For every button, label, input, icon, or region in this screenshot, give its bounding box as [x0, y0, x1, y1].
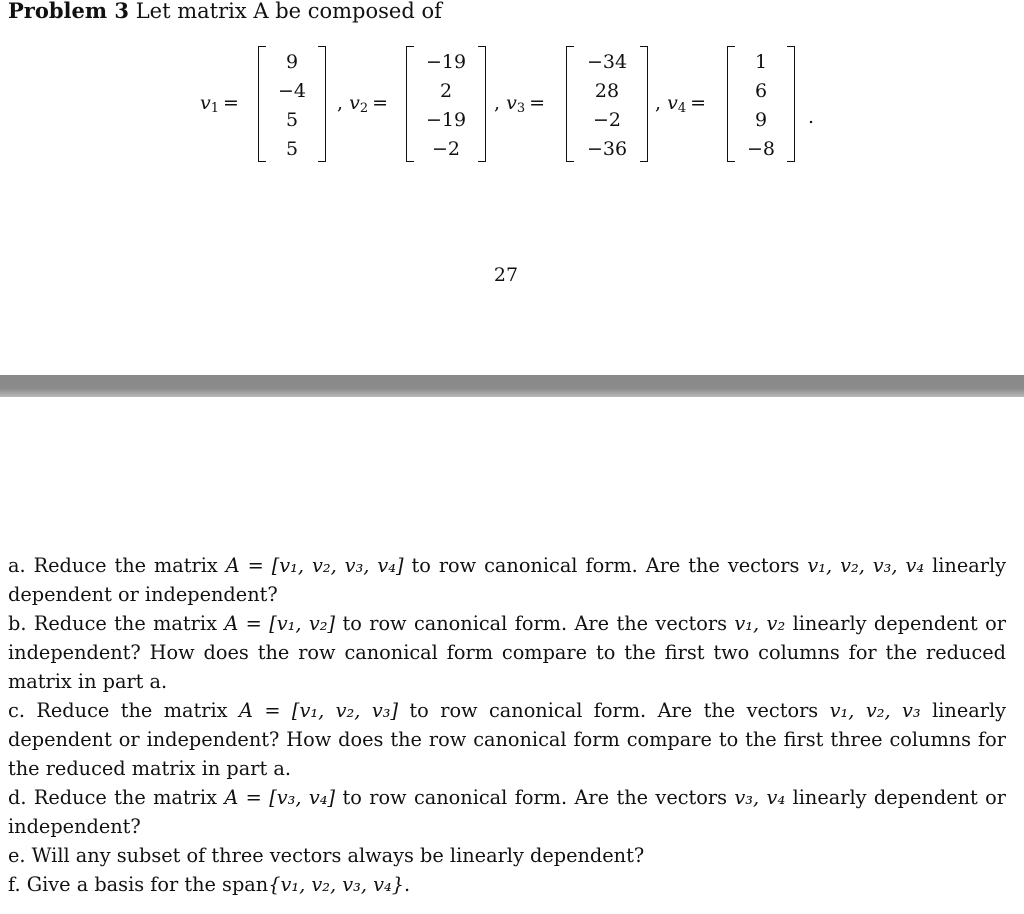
vector-entry: 5 — [285, 109, 299, 131]
question-text: to row canonical form. Are the vectors — [397, 699, 830, 722]
vector-entry: 1 — [754, 51, 768, 73]
question-text: . Reduce the matrix — [20, 612, 225, 635]
equals-sign: = — [372, 92, 389, 114]
question-e — [8, 841, 1006, 870]
vector-entry: −34 — [586, 51, 628, 73]
vector-entry: −4 — [277, 80, 306, 102]
problem-label: Problem 3 — [8, 0, 130, 23]
right-bracket — [787, 46, 795, 162]
questions-list — [8, 551, 1006, 899]
equals-sign: = — [690, 92, 707, 114]
question-text: linearly dependent or independent? How does the row canonical form compare to the first three columns for the reduced matrix in part a. — [8, 699, 1007, 780]
question-text: to row canonical form. Are the vectors — [403, 554, 808, 577]
question-text: . Will any subset of three vectors always be linearly dependent? — [19, 844, 645, 867]
question-letter: d — [8, 786, 21, 809]
question-b — [8, 609, 1006, 696]
vector-entries — [266, 48, 318, 164]
vector-index: 3 — [516, 101, 526, 116]
math-expression: v₃, v₄ — [734, 786, 786, 809]
math-expression: A = [v₁, v₂, v₃, v₄] — [225, 554, 404, 577]
vector-entry: 9 — [285, 51, 299, 73]
vector-entry: −2 — [592, 109, 621, 131]
column-vector-v1 — [258, 46, 326, 162]
vector-index: 1 — [210, 101, 220, 116]
vector-label-v2 — [337, 92, 388, 120]
math-expression: A = [v₃, v₄] — [224, 786, 336, 809]
question-letter: f — [8, 873, 15, 896]
vector-entry: 6 — [754, 80, 768, 102]
vector-entry: 2 — [439, 80, 453, 102]
question-a — [8, 551, 1006, 609]
comma: , — [494, 92, 507, 114]
vector-entry: −19 — [425, 51, 467, 73]
page-divider — [0, 375, 1024, 397]
vector-name: v — [349, 92, 360, 114]
math-expression: A = [v₁, v₂, v₃] — [238, 699, 398, 722]
vector-entries — [574, 48, 640, 164]
question-letter: e — [8, 844, 20, 867]
vector-index: 4 — [677, 101, 687, 116]
vector-name: v — [506, 92, 517, 114]
math-expression: v₁, v₂, v₃ — [829, 699, 921, 722]
question-text: . Reduce the matrix — [20, 786, 225, 809]
left-bracket — [258, 46, 266, 162]
question-text: to row canonical form. Are the vectors — [335, 786, 735, 809]
math-expression: v₁, v₂, v₃, v₄ — [807, 554, 925, 577]
math-expression: A = [v₁, v₂] — [224, 612, 336, 635]
vector-entries — [414, 48, 478, 164]
question-text: . Give a basis for the span — [14, 873, 269, 896]
problem-heading — [8, 0, 442, 24]
vector-entry: 9 — [754, 109, 768, 131]
question-letter: b — [8, 612, 21, 635]
vector-entry: −19 — [425, 109, 467, 131]
vector-definitions — [0, 46, 1024, 162]
column-vector-v3 — [566, 46, 648, 162]
left-bracket — [566, 46, 574, 162]
math-expression: {v₁, v₂, v₃, v₄} — [268, 873, 405, 896]
vector-entry: −8 — [746, 138, 775, 160]
left-bracket — [727, 46, 735, 162]
question-f — [8, 870, 1006, 899]
question-d — [8, 783, 1006, 841]
column-vector-v4 — [727, 46, 795, 162]
vector-entries — [735, 48, 787, 164]
question-text: linearly dependent or independent? — [8, 554, 1007, 606]
vector-entry: −36 — [586, 138, 628, 160]
right-bracket — [478, 46, 486, 162]
question-letter: c — [8, 699, 19, 722]
vector-entry: 5 — [285, 138, 299, 160]
question-c — [8, 696, 1006, 783]
column-vector-v2 — [406, 46, 486, 162]
question-text: . Reduce the matrix — [18, 699, 239, 722]
math-expression: v₁, v₂ — [734, 612, 786, 635]
vector-name: v — [200, 92, 211, 114]
vector-label-v3 — [494, 92, 545, 120]
question-text: to row canonical form. Are the vectors — [335, 612, 735, 635]
problem-intro-text: Let matrix A be composed of — [135, 0, 442, 23]
vector-entry: −2 — [431, 138, 460, 160]
comma: , — [337, 92, 350, 114]
equals-sign: = — [223, 92, 239, 114]
question-letter: a — [8, 554, 20, 577]
vector-label-v1 — [200, 92, 239, 120]
right-bracket — [318, 46, 326, 162]
vector-label-v4 — [655, 92, 706, 120]
vector-entry: 28 — [594, 80, 620, 102]
equals-sign: = — [529, 92, 546, 114]
document-page-top — [0, 0, 1024, 375]
question-text: . — [404, 873, 411, 896]
comma: , — [655, 92, 668, 114]
right-bracket — [640, 46, 648, 162]
question-text: linearly dependent or independent? — [8, 786, 1006, 838]
page-number: 27 — [493, 264, 519, 286]
question-text: linearly dependent or independent? How does the row canonical form compare to the first two columns for the reduced matrix in part a. — [8, 612, 1006, 693]
vector-name: v — [667, 92, 678, 114]
vector-index: 2 — [359, 101, 369, 116]
question-text: . Reduce the matrix — [19, 554, 226, 577]
sentence-period: . — [808, 106, 815, 128]
left-bracket — [406, 46, 414, 162]
